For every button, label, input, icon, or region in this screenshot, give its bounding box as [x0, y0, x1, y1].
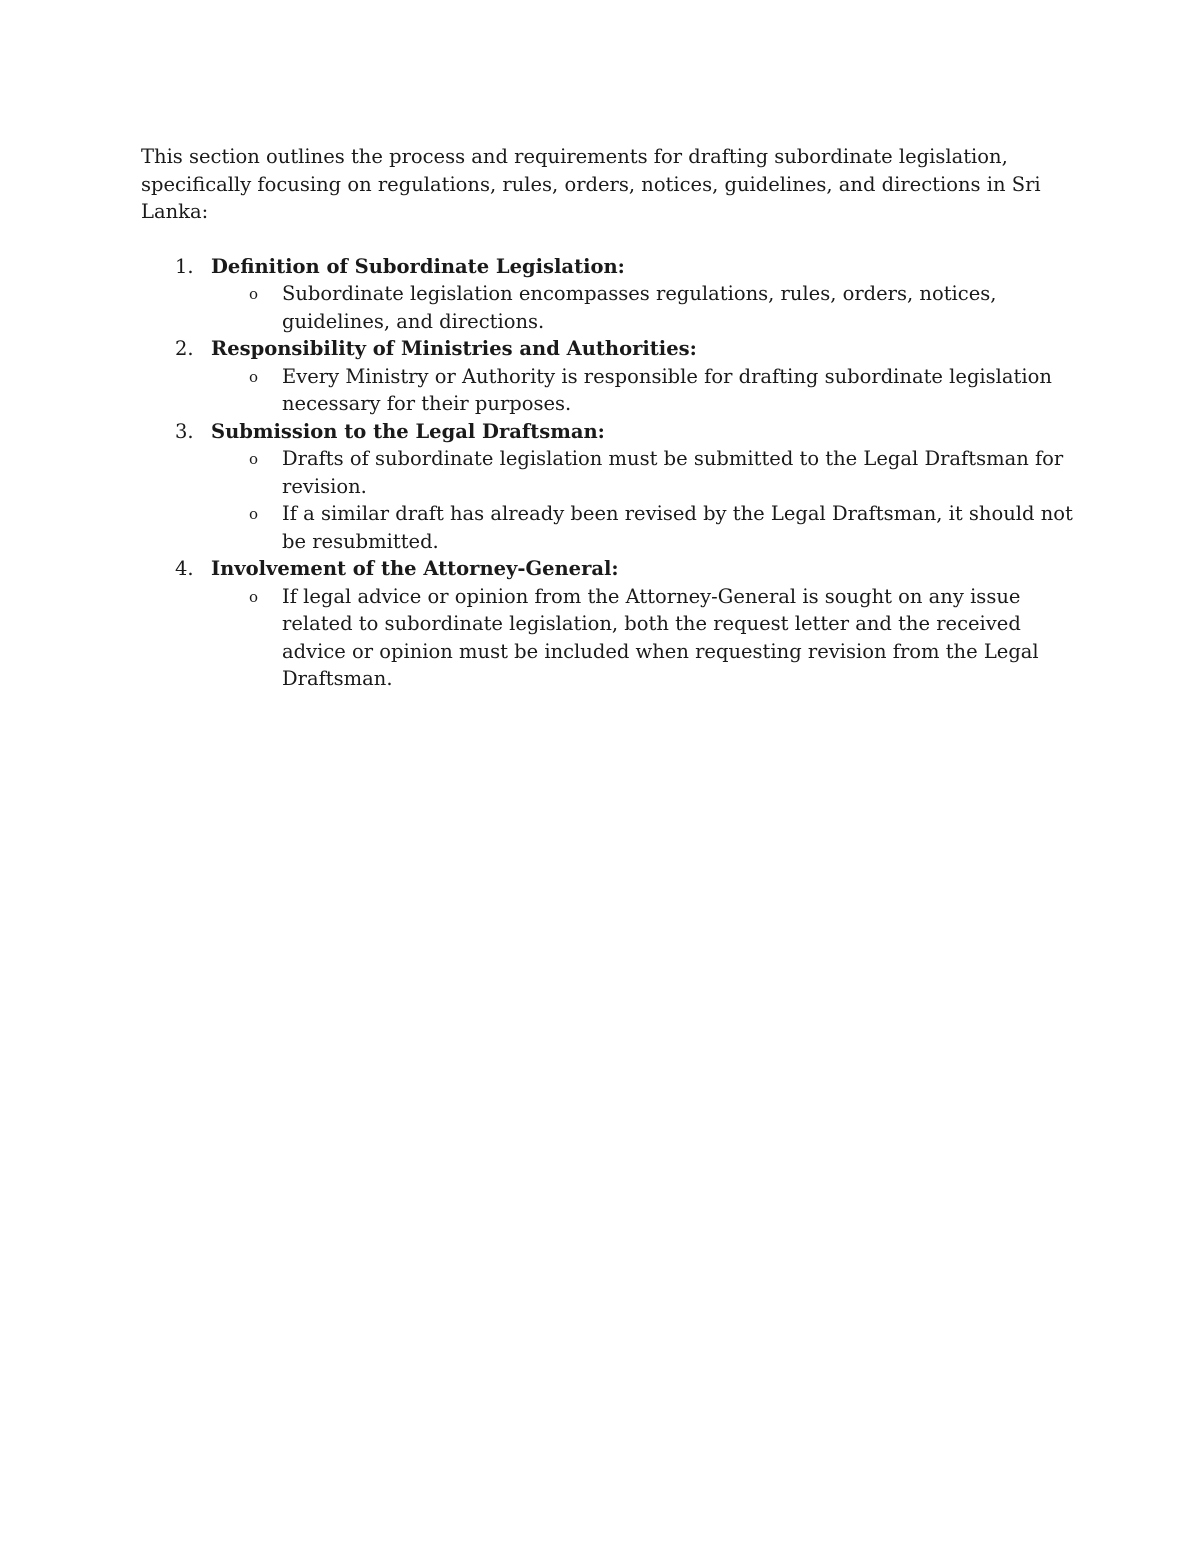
section-heading: Submission to the Legal Draftsman:: [211, 419, 605, 443]
point-list: [211, 363, 1076, 418]
point-text: Every Ministry or Authority is responsible for drafting subordinate legislation necessary for their purposes.: [282, 364, 1052, 415]
section-item: [141, 555, 1076, 693]
point-text: Subordinate legislation encompasses regulations, rules, orders, notices, guidelines, and directions.: [282, 282, 997, 333]
circle-bullet-icon: o: [249, 505, 259, 523]
circle-bullet-icon: o: [249, 450, 259, 468]
document-body: [141, 143, 1076, 693]
section-heading: Involvement of the Attorney-General:: [211, 557, 619, 580]
list-item: [211, 583, 1076, 693]
section-heading: Definition of Subordinate Legislation:: [211, 254, 625, 278]
point-list: [211, 280, 1076, 335]
circle-bullet-icon: o: [249, 367, 259, 386]
intro-paragraph: This section outlines the process and requirements for drafting subordinate legislation, specifically focusing on regulations, rules, orders, notices, guidelines, and directions in Sri Lanka:: [141, 145, 1041, 223]
section-item: [141, 335, 1076, 418]
circle-bullet-icon: o: [249, 285, 259, 303]
point-text: If legal advice or opinion from the Attorney-General is sought on any issue related to subordinate legislation, both the request letter and the received advice or opinion must be included when requesting revision from the Legal Draftsman.: [282, 584, 1039, 690]
list-item: [211, 363, 1076, 418]
point-list: [211, 445, 1076, 555]
section-number: 2.: [175, 337, 194, 360]
section-item: [141, 418, 1076, 556]
point-list: [211, 583, 1076, 693]
point-text: If a similar draft has already been revised by the Legal Draftsman, it should not be resubmitted.: [282, 502, 1073, 553]
section-heading: Responsibility of Ministries and Authorities:: [211, 337, 697, 360]
section-number: 4.: [175, 557, 194, 580]
point-text: Drafts of subordinate legislation must be submitted to the Legal Draftsman for revision.: [282, 447, 1064, 498]
section-list: [141, 253, 1076, 693]
list-item: [211, 500, 1076, 555]
section-item: [141, 253, 1076, 336]
section-number: 1.: [175, 254, 194, 278]
list-item: [211, 280, 1076, 335]
circle-bullet-icon: o: [249, 587, 259, 606]
section-number: 3.: [175, 419, 194, 443]
list-item: [211, 445, 1076, 500]
